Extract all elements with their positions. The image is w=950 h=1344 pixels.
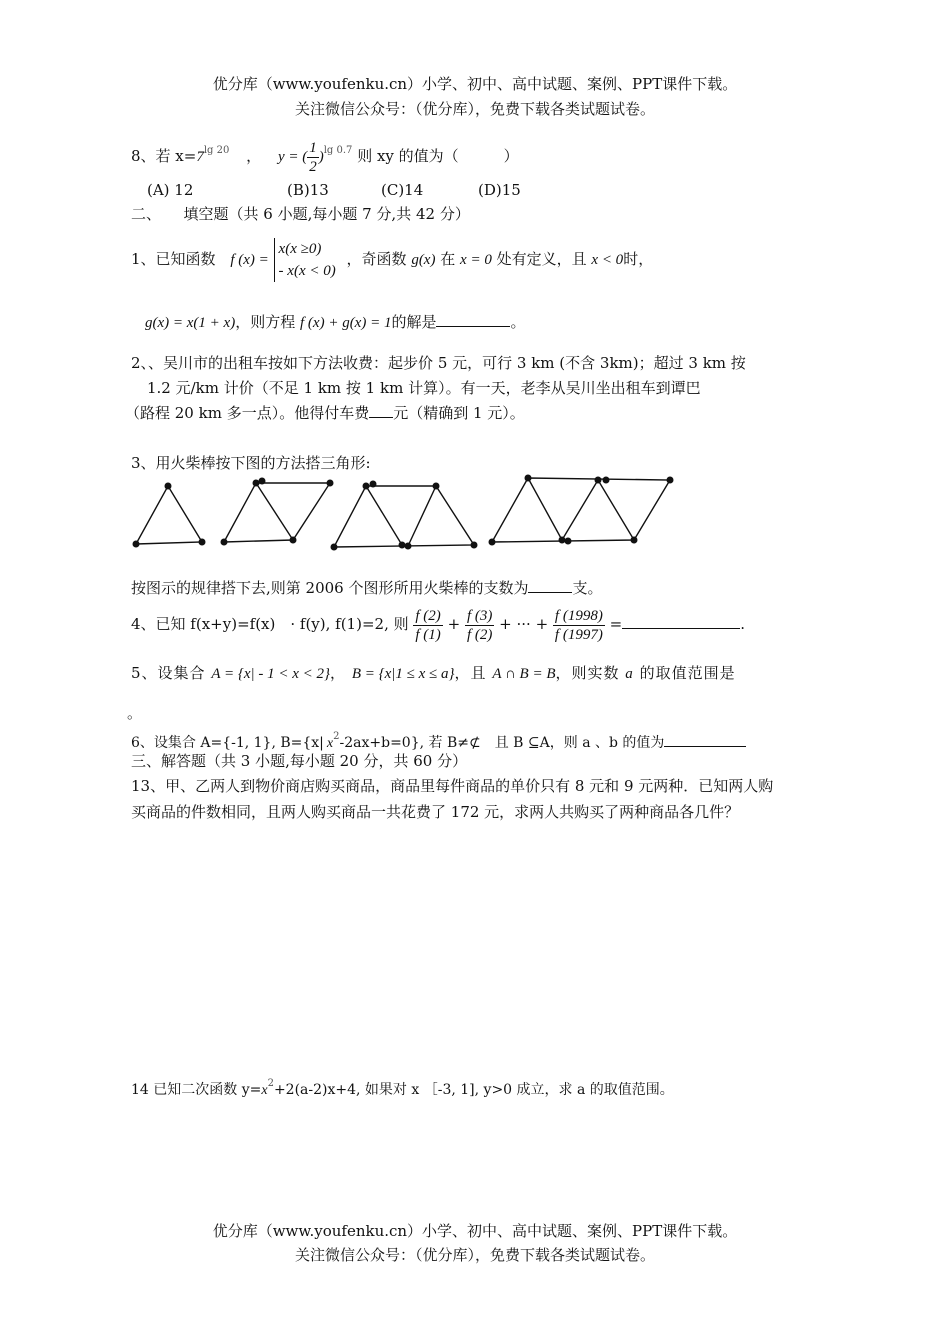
- joint: [259, 478, 266, 485]
- q8-fraction: [307, 139, 319, 176]
- f3-rule-b: 支。: [572, 579, 603, 597]
- joint: [253, 480, 260, 487]
- joint: [667, 477, 674, 484]
- joint: [595, 477, 602, 484]
- fill-5: [131, 660, 736, 687]
- fill-2-line-2: 1.2 元/km 计价（不足 1 km 按 1 km 计算）。有一天，老李从吴川坐出租车到谭巴: [147, 379, 701, 397]
- figure-1-sticks: [136, 486, 202, 544]
- f5-period: 。: [127, 704, 143, 722]
- f1-fx: f (x) =: [230, 252, 269, 268]
- triangle-figure-1: [130, 480, 210, 550]
- matchstick: [528, 478, 562, 540]
- fill-4: [131, 604, 745, 644]
- f5-mid-2: ，则实数: [555, 664, 620, 682]
- f1-answer-blank[interactable]: [436, 326, 510, 327]
- f5-mid: ，且: [454, 664, 487, 682]
- f1-equation: f (x) + g(x) = 1: [300, 315, 392, 331]
- f1-case-2: - x(x < 0): [278, 263, 336, 279]
- figure-1-joints: [133, 483, 206, 548]
- joint: [603, 477, 610, 484]
- f6-x2: x: [326, 736, 334, 751]
- q8-y-exp: lg 0.7: [323, 145, 353, 156]
- f4-prefix: 4、已知 f(x+y)=f(x) · f(y), f(1)=2, 则: [131, 615, 409, 633]
- f4-plus: +: [447, 615, 461, 633]
- joint: [631, 537, 638, 544]
- section-3-title: 三、解答题（共 3 小题,每小题 20 分，共 60 分）: [131, 752, 468, 770]
- matchstick: [366, 486, 402, 545]
- q8-option-b: (B)13: [287, 181, 329, 199]
- f4-tail: .: [740, 615, 745, 633]
- f2-line-3a: （路程 20 km 多一点）。他得付车费: [125, 404, 370, 422]
- joint: [165, 483, 172, 490]
- f6-x2-sup: 2: [333, 731, 340, 742]
- joint: [525, 475, 532, 482]
- f5-comma: ，: [330, 664, 347, 682]
- q8-frac-num: 1: [309, 139, 317, 156]
- f4-den-1: f (1): [415, 626, 441, 643]
- q14-text-b: +2(a-2)x+4, 如果对 x ［-3, 1], y>0 成立，求 a 的取值范围。: [273, 1082, 674, 1098]
- matchstick: [562, 480, 598, 540]
- triangle-figure-3: [328, 478, 488, 553]
- question-13-line-1: 13、甲、乙两人到物价商店购买商品，商品里每件商品的单价只有 8 元和 9 元两种．已知两人购: [131, 777, 774, 795]
- f6-emptyset: ⊄: [469, 735, 481, 751]
- f1-x0: x = 0: [460, 252, 492, 268]
- matchstick: [408, 486, 436, 546]
- matchstick-path: [334, 486, 474, 547]
- f5-condition: A ∩ B = B: [492, 666, 556, 682]
- f4-dots: + ··· +: [499, 615, 549, 633]
- joint: [363, 483, 370, 490]
- f1-mid-4: 时，: [623, 250, 654, 268]
- q8-x-base: 7: [196, 149, 204, 165]
- q8-frac-den: 2: [309, 158, 317, 175]
- f3-rule-a: 按图示的规律搭下去,则第 2006 个图形所用火柴棒的支数为: [131, 579, 529, 597]
- joint: [331, 544, 338, 551]
- f1-l2-tail: 。: [510, 313, 526, 331]
- matchstick-path: [224, 483, 330, 542]
- f4-frac-1: [413, 607, 442, 644]
- q8-option-c: (C)14: [381, 181, 424, 199]
- question-8: [131, 137, 519, 176]
- f1-gx: g(x): [411, 252, 436, 268]
- triangle-figure-4: [488, 472, 678, 547]
- question-13-line-2: 买商品的件数相同，且两人购买商品一共花费了 172 元，求两人共购买了两种商品各几件？: [131, 803, 740, 821]
- f4-frac-2: [465, 607, 494, 644]
- f6-answer-blank[interactable]: [664, 746, 746, 747]
- f4-num-3: f (1998): [554, 607, 603, 624]
- fill-2-line-1: 2、、吴川市的出租车按如下方法收费：起步价 5 元，可行 3 km (不含 3km)；超过 3 km 按: [131, 354, 746, 372]
- f1-piecewise: [274, 238, 336, 282]
- joint: [559, 537, 566, 544]
- f6-text-c: 且 B ⊆A，则 a 、b 的值为: [480, 735, 665, 751]
- joint: [489, 539, 496, 546]
- f1-mid-3: 处有定义，且: [496, 250, 587, 268]
- f5-a: a: [625, 666, 634, 682]
- fill-3-title: 3、用火柴棒按下图的方法搭三角形:: [131, 454, 371, 472]
- f6-text-b: -2ax+b=0}, 若 B≠: [339, 735, 469, 751]
- f5-end: 的取值范围是: [639, 664, 736, 682]
- f1-xlt0: x < 0: [591, 252, 624, 268]
- f1-gx-def: g(x) = x(1 + x): [145, 315, 236, 331]
- f1-mid-1: ，奇函数: [346, 250, 407, 268]
- q8-y-lhs: y = (: [277, 149, 308, 165]
- f1-case-1: x(x ≥0): [278, 241, 322, 257]
- fill-1-line-1: [131, 238, 653, 282]
- f4-num-1: f (2): [415, 607, 441, 624]
- f4-den-2: f (2): [466, 626, 493, 643]
- q8-x-exp: lg 20: [203, 145, 230, 156]
- matchstick-path: [136, 486, 202, 544]
- q8-option-a: (A) 12: [147, 181, 194, 199]
- joint: [433, 483, 440, 490]
- f2-answer-blank[interactable]: [369, 417, 393, 418]
- footer-line-1: 优分库（www.youfenku.cn）小学、初中、高中试题、案例、PPT课件下载。: [212, 1222, 738, 1240]
- header-line-2: 关注微信公众号：（优分库），免费下载各类试题试卷。: [294, 100, 655, 118]
- matchstick: [598, 480, 634, 540]
- fill-2-line-3: [125, 403, 525, 423]
- matchstick-path: [492, 478, 670, 542]
- f4-frac-3: [553, 607, 605, 644]
- q8-prefix: 8、若 x=: [131, 147, 197, 165]
- f4-equals: =: [609, 615, 623, 633]
- f5-set-a: A = {x| - 1 < x < 2}: [211, 666, 331, 682]
- f1-l2-mid: ，则方程: [235, 313, 296, 331]
- f6-text-a: 6、设集合 A={-1, 1}, B={x|: [131, 735, 324, 751]
- f4-num-2: f (3): [466, 607, 493, 624]
- q8-suffix: 则 xy 的值为（ ）: [357, 147, 519, 165]
- joint: [133, 541, 140, 548]
- triangle-figure-2: [218, 475, 338, 550]
- joint: [405, 543, 412, 550]
- joint: [370, 481, 377, 488]
- f5-set-b: B = {x|1 ≤ x ≤ a}: [351, 666, 455, 682]
- joint: [565, 538, 572, 545]
- q8-option-d: (D)15: [478, 181, 521, 199]
- f1-mid-2: 在: [440, 250, 456, 268]
- fill-1-line-2: [145, 312, 526, 333]
- f2-line-3b: 元（精确到 1 元）。: [393, 404, 525, 422]
- q14-x2: x: [261, 1083, 268, 1098]
- header-line-1: 优分库（www.youfenku.cn）小学、初中、高中试题、案例、PPT课件下载。: [212, 75, 738, 93]
- footer-line-2: 关注微信公众号：（优分库），免费下载各类试题试卷。: [294, 1246, 655, 1264]
- section-2-title: 二、 填空题（共 6 小题,每小题 7 分,共 42 分）: [131, 205, 470, 223]
- joint: [471, 542, 478, 549]
- joint: [399, 542, 406, 549]
- q14-text-a: 14 已知二次函数 y=: [131, 1082, 262, 1098]
- joint: [221, 539, 228, 546]
- f4-answer-blank[interactable]: [622, 628, 740, 629]
- fill-3-rule: [131, 578, 603, 598]
- joint: [290, 537, 297, 544]
- f4-den-3: f (1997): [554, 626, 603, 643]
- f1-l2-end: 的解是: [391, 313, 437, 331]
- f1-prefix: 1、已知函数: [131, 250, 216, 268]
- f3-answer-blank[interactable]: [528, 592, 572, 593]
- question-14: [131, 1074, 674, 1101]
- fill-6: [131, 727, 746, 754]
- f5-prefix: 5、设集合: [131, 664, 206, 682]
- q8-y-close: ): [318, 149, 324, 165]
- q14-x2-sup: 2: [267, 1078, 274, 1089]
- matchstick: [256, 483, 293, 540]
- q8-sep: ，: [246, 147, 262, 165]
- joint: [199, 539, 206, 546]
